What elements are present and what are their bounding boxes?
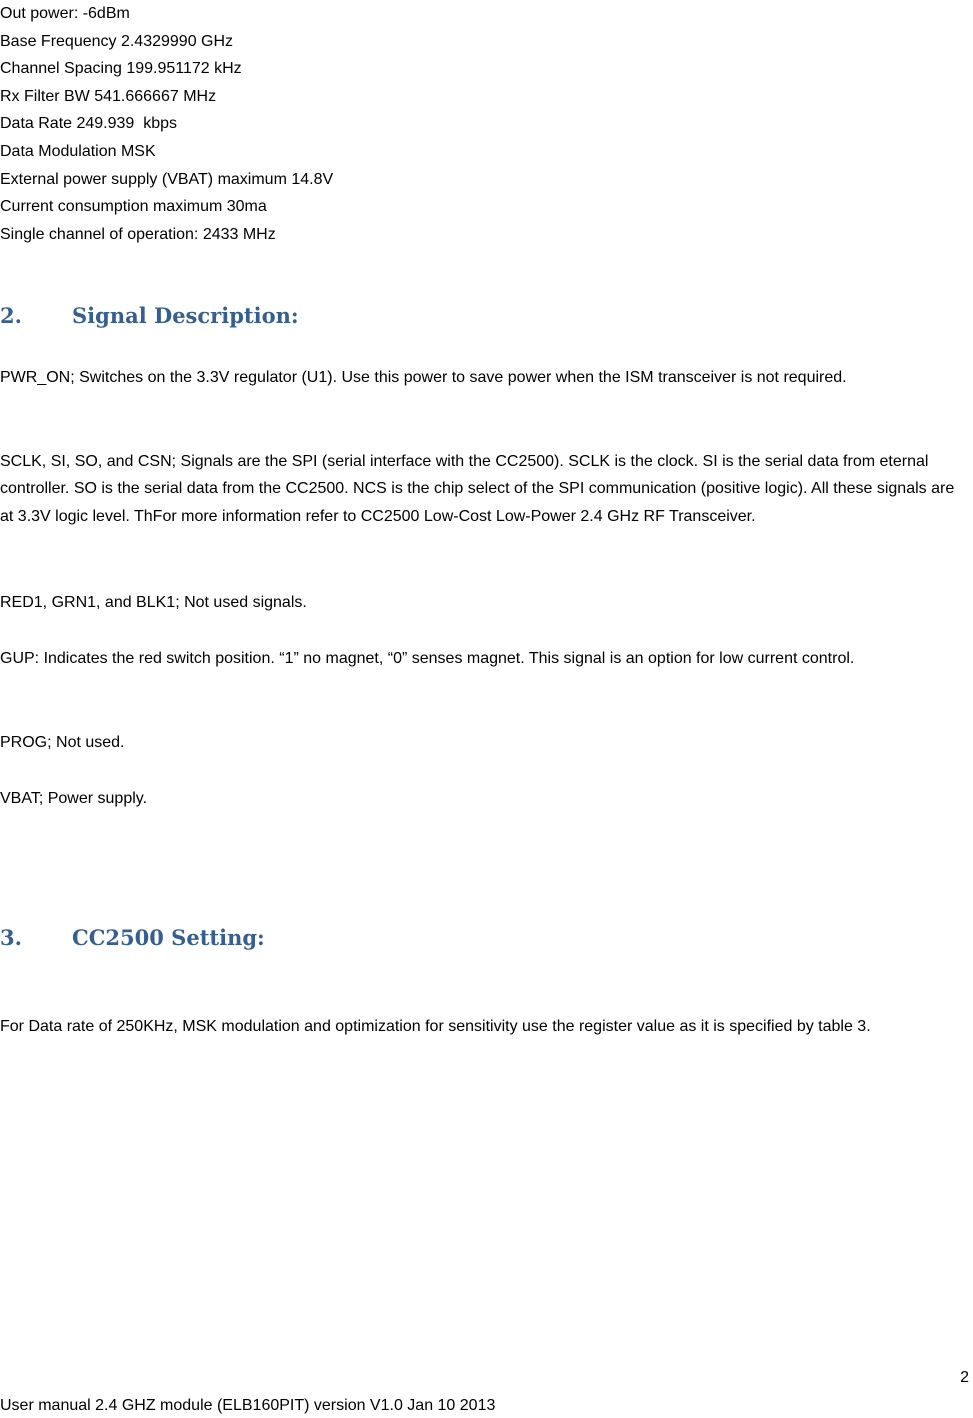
section-2-number: 2.	[0, 303, 22, 328]
page-number: 2	[960, 1369, 969, 1386]
section-2-heading	[0, 302, 299, 330]
paragraph-spi-signals: SCLK, SI, SO, and CSN; Signals are the SPI (serial interface with the CC2500). SCLK is the clock. SI is the serial data from eternal controller. SO is the serial data from the CC2500. NCS is the chip select of the SPI communication (positive logic). All these signals are at 3.3V logic level. ThFor more information refer to CC2500 Low-Cost Low-Power 2.4 GHz RF Transceiver.	[0, 453, 955, 525]
spec-single-channel: Single channel of operation: 2433 MHz	[0, 225, 276, 243]
spec-current-consumption: Current consumption maximum 30ma	[0, 198, 267, 216]
paragraph-unused-signals: RED1, GRN1, and BLK1; Not used signals.	[0, 594, 307, 611]
paragraph-gup: GUP: Indicates the red switch position. “1” no magnet, “0” senses magnet. This signal is an option for low current control.	[0, 650, 855, 667]
spec-base-frequency: Base Frequency 2.4329990 GHz	[0, 32, 234, 50]
paragraph-pwr-on: PWR_ON; Switches on the 3.3V regulator (U1). Use this power to save power when the ISM transceiver is not required.	[0, 369, 847, 386]
paragraph-prog: PROG; Not used.	[0, 734, 125, 751]
spec-out-power: Out power: -6dBm	[0, 5, 130, 22]
footer-text: User manual 2.4 GHZ module (ELB160PIT) version V1.0 Jan 10 2013	[0, 1397, 496, 1414]
section-3-title: CC2500 Setting:	[72, 925, 265, 950]
spec-rx-filter-bw: Rx Filter BW 541.666667 MHz	[0, 87, 217, 105]
section-3-heading	[0, 924, 265, 952]
spec-channel-spacing: Channel Spacing 199.951172 kHz	[0, 60, 242, 78]
section-3-number: 3.	[0, 925, 22, 950]
spec-data-modulation: Data Modulation MSK	[0, 142, 156, 160]
spec-data-rate: Data Rate 249.939 kbps	[0, 115, 178, 133]
paragraph-vbat: VBAT; Power supply.	[0, 790, 148, 807]
spec-list	[0, 0, 333, 248]
spec-external-power-supply: External power supply (VBAT) maximum 14.8V	[0, 170, 334, 188]
paragraph-cc2500-setting: For Data rate of 250KHz, MSK modulation and optimization for sensitivity use the register value as it is specified by table 3.	[0, 1018, 871, 1035]
section-2-title: Signal Description:	[72, 303, 299, 328]
